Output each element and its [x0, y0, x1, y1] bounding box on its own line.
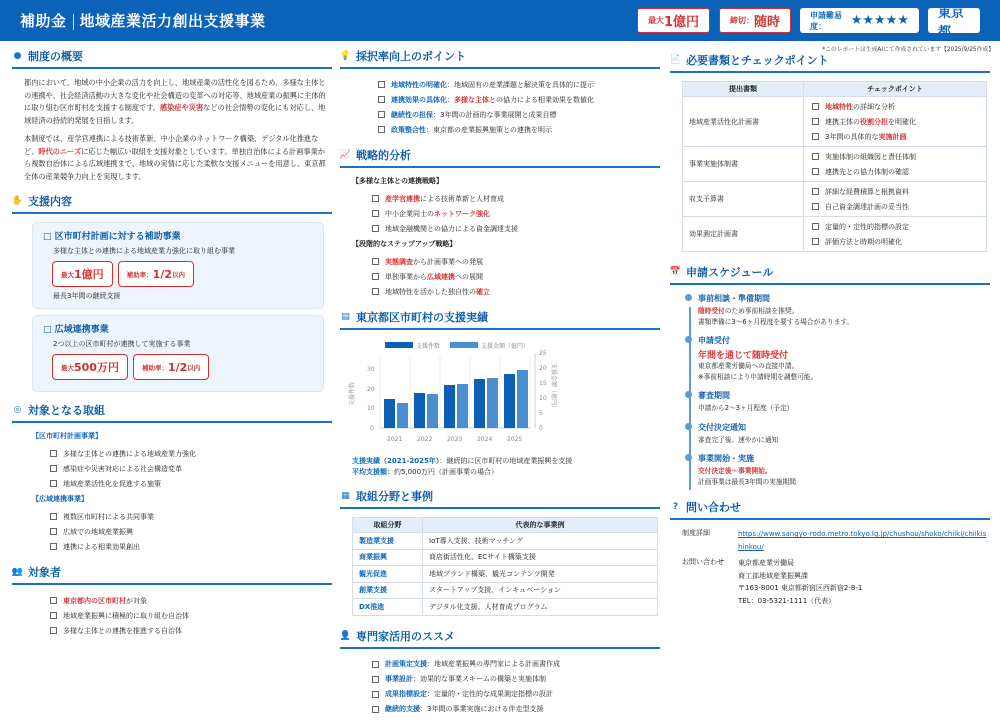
list-item: 地域産業活性化を促進する施策 [12, 476, 332, 491]
checkbox-icon [372, 706, 379, 713]
difficulty-badge: 申請難易度： ★★★★★ [800, 8, 919, 33]
table-row: 効果測定計画書 定量的・定性的指標の設定 評価方法と時期の明確化 [683, 217, 987, 252]
svg-text:30: 30 [367, 366, 375, 373]
section-title: 制度の概要 [28, 50, 83, 63]
points-section [340, 44, 660, 137]
svg-text:支援件数: 支援件数 [349, 381, 356, 406]
section-title: 対象者 [28, 566, 61, 579]
list-item: 感染症や災害対応による社会構造変革 [12, 461, 332, 476]
contact-info: 東京都産業労働局 商工部地域産業振興課 〒163-8001 東京都新宿区西新宿2-8-1 TEL：03-5321-1111（代表） [738, 559, 863, 605]
help-icon: ? [672, 502, 679, 512]
svg-text:20: 20 [367, 386, 375, 393]
checkbox-icon [812, 203, 819, 210]
list-item: 単独事業から広域連携への展開 [340, 269, 660, 284]
list-item: 政策整合性：東京都の産業振興施策との連携を明示 [340, 122, 660, 137]
list-item: 継続的支援：3年間の事業実施における伴走型支援 [340, 702, 660, 717]
svg-text:10: 10 [367, 405, 375, 412]
checkbox-icon [372, 661, 379, 668]
page-title: 補助金 地域産業活力創出支援事業 [20, 12, 266, 30]
checkbox-icon [50, 543, 57, 550]
checkbox-icon [812, 223, 819, 230]
fields-table: 取組分野 代表的な事業例 製造業支援 IoT導入支援、技術マッチング 商業振興 商店街活性化、ECサイト構築支援 観光促進 地域ブランド構築、観光コンテンツ開発 創業支援 スタートアップ支援、インキュベーション DX推進 デジタル化支援、人材育成プログラム [352, 517, 658, 616]
timeline-step: 交付決定通知 審査完了後、速やかに通知 [698, 422, 990, 446]
lightbulb-icon: 💡 [339, 51, 352, 61]
checkbox-icon [372, 691, 379, 698]
checkbox-icon [50, 528, 57, 535]
checkbox-icon [372, 210, 379, 217]
table-row: 収支予算書 詳細な経費積算と根拠資料 自己資金調達計画の妥当性 [683, 182, 987, 217]
max-amount-badge: 最大 1億円 [637, 8, 710, 33]
section-title: 必要書類とチェックポイント [686, 54, 829, 67]
record-section [340, 305, 660, 478]
svg-text:0: 0 [370, 425, 374, 432]
list-item: 東京都内の区市町村が対象 [12, 593, 332, 608]
checkbox-icon [812, 238, 819, 245]
svg-text:25: 25 [539, 350, 547, 357]
overview-section [12, 44, 332, 183]
checkbox-icon [372, 195, 379, 202]
checkbox-icon [378, 126, 385, 133]
checkbox-icon [812, 153, 819, 160]
timeline-step: 事前相談・準備期間 随時受付のため事前相談を推奨。 書類準備に3〜6ヶ月程度を要する場合があります。 [698, 293, 990, 327]
contact-section: ? 問い合わせ 制度詳細 https://www.sangyo-rodo.metro.tokyo.lg.jp/chushou/shoko/chiiki/chiikishinkou/ お問い合わせ 東京都産業労働局 商工部地域産業振興課 〒163-8001 東京都新宿区西新宿2-8-1 TEL：03-5321-1111（代表） [670, 495, 990, 607]
list-item: 連携による相乗効果創出 [12, 539, 332, 554]
middle-column [340, 44, 660, 723]
max-amount-pill: 最大 500万円 [52, 354, 128, 380]
checkbox-icon [372, 676, 379, 683]
timeline-step: 事業開始・実施 交付決定後〜事業開始。 計画事業は最長3年間の実施期間 [698, 453, 990, 487]
support-box: □ 区市町村計画に対する補助事業 多様な主体との連携による地域産業力強化に取り組む事業 最大 1億円 補助率： 1/2 以内 最長3年間の継続支援 [32, 222, 324, 309]
checkbox-icon [50, 465, 57, 472]
table-row: 事業実施体制書 実施体制の組織図と責任体制 連携先との協力体制の確認 [683, 147, 987, 182]
checkbox-icon [372, 273, 379, 280]
checkbox-icon [812, 133, 819, 140]
overview-paragraph: 本制度では、産学官連携による技術革新、中小企業のネットワーク構築、デジタル化推進など、時代のニーズに応じた幅広い取組を支援対象としています。単独自治体による計画事業から複数自治体による広域連携まで、地域の実情に応じた柔軟な支援メニューを用意し、東京都全体の産業競争力向上を実現します。 [24, 134, 326, 181]
legend-label: 支援金額（億円） [481, 343, 530, 350]
section-title: 戦略的分析 [356, 149, 411, 162]
checkbox-icon [50, 450, 57, 457]
section-title: 支援内容 [28, 195, 72, 208]
table-icon: ▦ [341, 491, 350, 501]
svg-text:20: 20 [539, 365, 547, 372]
list-item: 地域特性の明確化：地域固有の産業課題と解決策を具体的に提示 [340, 77, 660, 92]
section-title: 申請スケジュール [686, 266, 774, 279]
list-item: 地域金融機関との協力による資金調達支援 [340, 221, 660, 236]
list-item: 産学官連携による技術革新と人材育成 [340, 191, 660, 206]
support-box: □ 広域連携事業 2つ以上の区市町村が連携して実施する事業 最大 500万円 補助率： 1/2 以内 [32, 315, 324, 392]
table-row: DX推進 デジタル化支援、人材育成プログラム [353, 599, 658, 616]
person-icon: 👤 [339, 630, 352, 641]
table-row: 製造業支援 IoT導入支援、技術マッチング [353, 533, 658, 550]
support-section [12, 189, 332, 392]
svg-text:2025: 2025 [507, 436, 523, 443]
support-chart [340, 338, 660, 456]
targets-section: ◎ 対象となる取組 【区市町村計画事業】 多様な主体との連携による地域産業力強化 感染症や災害対応による社会構造変革 地域産業活性化を促進する施策 【広域連携事業】 複数区市町村による共同事業 広域での地域産業振興 連携による相乗効果創出 [12, 398, 332, 554]
rate-pill: 補助率： 1/2 以内 [133, 354, 209, 380]
record-summary: 支援実績（2021-2025年）：継続的に区市町村の地域産業振興を支援 平均支援額：約5,000万円（計画事業の場合） [352, 457, 573, 476]
checkbox-icon [50, 612, 57, 619]
list-item: 広域での地域産業振興 [12, 524, 332, 539]
table-row: 地域産業活性化計画書 地域特性の詳細な分析 連携主体の役割分担を明確化 3年間の具体的な実施計画 [683, 97, 987, 147]
section-title: 採択率向上のポイント [356, 50, 466, 63]
checkbox-icon [50, 480, 57, 487]
info-icon: ● [13, 51, 22, 61]
target-icon: ◎ [13, 405, 22, 415]
list-item: 地域産業振興に積極的に取り組む自治体 [12, 608, 332, 623]
list-item: 事業設計：効果的な事業スキームの構築と実施体制 [340, 672, 660, 687]
checkbox-icon [812, 188, 819, 195]
timeline-step: 審査期間 申請から2〜3ヶ月程度（予定） [698, 390, 990, 414]
left-column [12, 44, 332, 644]
deadline-badge: 締切： 随時 [719, 8, 791, 33]
chart-line-icon: 📈 [339, 150, 352, 160]
list-item: 成果指標設定：定量的・定性的な成果測定指標の設計 [340, 687, 660, 702]
svg-text:2021: 2021 [387, 436, 403, 443]
list-item: 連携効果の具体化：多様な主体との協力による相乗効果を数値化 [340, 92, 660, 107]
calendar-icon: 📅 [669, 267, 682, 277]
checkbox-icon [812, 103, 819, 110]
checkbox-icon [50, 597, 57, 604]
documents-section [670, 48, 990, 252]
timeline-step: 申請受付 年間を通じて随時受付 東京都産業労働局への直接申請。 ※事前相談により申請時期を調整可能。 [698, 335, 990, 382]
schedule-section [670, 260, 990, 487]
right-column [670, 44, 990, 613]
list-item: 多様な主体との連携を推進する自治体 [12, 623, 332, 638]
table-row: 観光促進 地域ブランド構築、観光コンテンツ開発 [353, 566, 658, 583]
list-item: 継続性の担保：3年間の計画的な事業展開と成果目標 [340, 107, 660, 122]
checkbox-icon [372, 225, 379, 232]
section-title: 専門家活用のススメ [356, 629, 455, 643]
users-icon: 👥 [11, 567, 24, 577]
section-title: 取組分野と事例 [356, 490, 433, 503]
checkbox-icon [812, 168, 819, 175]
ai-note: *このレポートは生成AIにて作成されています【2025/9/25作成】 [822, 47, 994, 53]
svg-text:2023: 2023 [447, 436, 463, 443]
checkbox-icon [378, 81, 385, 88]
section-title: 対象となる取組 [28, 404, 105, 417]
header-bar [0, 0, 1000, 41]
experts-section [340, 624, 660, 717]
checkbox-icon [378, 96, 385, 103]
section-title: 問い合わせ [686, 501, 741, 514]
svg-text:2024: 2024 [477, 436, 493, 443]
svg-text:15: 15 [539, 380, 547, 387]
list-item: 計画策定支援：地域産業振興の専門家による計画書作成 [340, 657, 660, 672]
checkbox-icon [50, 627, 57, 634]
section-title: 東京都区市町村の支援実績 [356, 311, 488, 324]
max-amount-pill: 最大 1億円 [52, 261, 113, 287]
bar-chart-icon: ▤ [341, 312, 350, 322]
detail-link[interactable]: https://www.sangyo-rodo.metro.tokyo.lg.jp/chushou/shoko/chiiki/chiikishinkou/ [738, 530, 987, 551]
svg-text:支援金額（億円）: 支援金額（億円） [550, 363, 557, 412]
rate-pill: 補助率： 1/2 以内 [118, 261, 194, 287]
svg-text:0: 0 [539, 425, 543, 432]
region-badge: 東京都 [928, 8, 980, 33]
legend-label: 支援件数 [416, 343, 441, 350]
document-icon: 📄 [669, 55, 682, 65]
list-item: 多様な主体との連携による地域産業力強化 [12, 446, 332, 461]
checkbox-icon [812, 118, 819, 125]
documents-table: 提出書類 チェックポイント 地域産業活性化計画書 地域特性の詳細な分析 連携主体の役割分担を明確化 3年間の具体的な実施計画 事業実施体制書 実施体制の組織図と責任体制 連携先との協力体制の確認 収支予算書 詳細な経費積算と根拠資料 自己資金調達計画の妥当性 効果測定計画書 定量的・定性的指標の設定 評価方法と時期の明確化 [682, 81, 987, 252]
checkbox-icon [372, 288, 379, 295]
fields-section [340, 484, 660, 616]
list-item: 中小企業同士のネットワーク強化 [340, 206, 660, 221]
checkbox-icon [372, 258, 379, 265]
table-row: 創業支援 スタートアップ支援、インキュベーション [353, 582, 658, 599]
handshake-icon: ✋ [11, 196, 24, 206]
list-item: 複数区市町村による共同事業 [12, 509, 332, 524]
list-item: 実態調査から計画事業への発展 [340, 254, 660, 269]
checkbox-icon [50, 513, 57, 520]
list-item: 地域特性を活かした独自性の確立 [340, 284, 660, 299]
svg-text:10: 10 [539, 395, 547, 402]
svg-text:2022: 2022 [417, 436, 433, 443]
svg-text:5: 5 [539, 410, 543, 417]
table-row: 商業振興 商店街活性化、ECサイト構築支援 [353, 549, 658, 566]
schedule-timeline [670, 293, 990, 487]
eligible-section [12, 560, 332, 638]
strategy-section: 📈 戦略的分析 【多様な主体との連携戦略】 産学官連携による技術革新と人材育成 中小企業同士のネットワーク強化 地域金融機関との協力による資金調達支援 【段階的なステップアップ戦略】 実態調査から計画事業への発展 単独事業から広域連携への展開 地域特性を活かした独自性の確立 [340, 143, 660, 299]
checkbox-icon [378, 111, 385, 118]
overview-paragraph: 都内において、地域の中小企業の活力を向上し、地域産業の活性化を図るため、多様な主体との連携や、社会経済活動の大きな変化や社会構造の変革への対応等、地域産業の振興に主体的に取り組む区市町村を支援する制度です。感染症や災害などの社会情勢の変化にも対応し、地域経済の持続的発展を目指します。 [24, 78, 326, 125]
